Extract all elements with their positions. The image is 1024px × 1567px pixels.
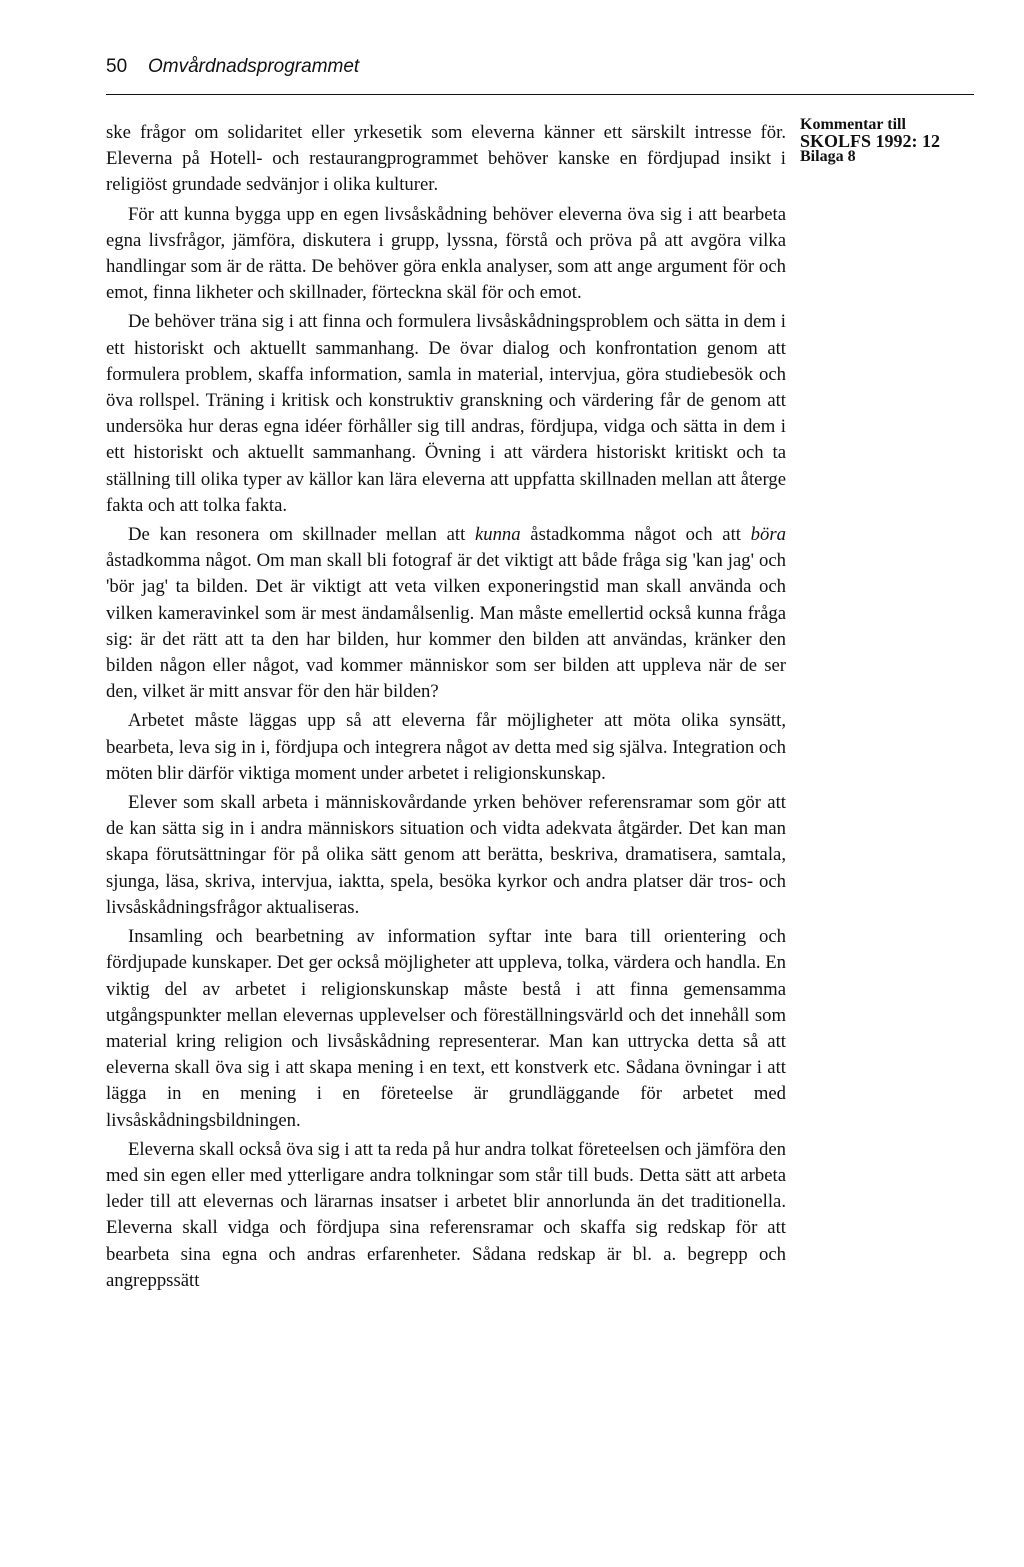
page-number: 50 bbox=[106, 56, 128, 77]
paragraph: Elever som skall arbeta i människovårdande yrken behöver referensramar som gör att de kan sätta sig in i andra människors situation och vidta adekvata åtgärder. Det kan man skapa förutsättningar för på olika sätt genom att berätta, beskriva, dramatisera, samtala, sjunga, läsa, skriva, intervjua, iaktta, spela, besöka kyrkor och andra platser där tros- och livsåskådningsfrågor aktualiseras. bbox=[106, 792, 786, 918]
paragraph: Arbetet måste läggas upp så att eleverna får möjligheter att möta olika synsätt, bearbeta, leva sig in i, fördjupa och integrera något av detta med sig själva. Integration och möten blir därför viktiga moment under arbetet i religionskunskap. bbox=[106, 710, 786, 784]
emphasis-kunna: kunna bbox=[474, 524, 521, 546]
paragraph: Eleverna skall också öva sig i att ta reda på hur andra tolkat företeelsen och jämföra den med sin egen eller med ytterligare andra tolkningar som står till buds. Detta sätt att arbeta leder till att elevernas och lärarnas insatser i arbetet blir annorlunda än det traditionella. Eleverna skall vidga och fördjupa sina referensramar och skaffa sig redskap för att bearbeta sina egna och andras erfarenheter. Sådana redskap är bl. a. begrepp och angreppssätt bbox=[106, 1138, 786, 1291]
paragraph bbox=[106, 522, 786, 705]
emphasis-bora: böra bbox=[750, 524, 786, 546]
margin-note-line: Kommentar till bbox=[800, 116, 906, 133]
margin-note bbox=[800, 117, 980, 165]
body-text bbox=[106, 120, 786, 1297]
paragraph: För att kunna bygga upp en egen livsåskådning behöver eleverna öva sig i att bearbeta egna livsfrågor, jämföra, diskutera i grupp, lyssna, förstå och pröva på att avgöra vilka handlingar som är de rätta. De behöver göra enkla analyser, som att ange argument för och emot, finna likheter och skillnader, förteckna skäl för och emot. bbox=[106, 203, 786, 304]
paragraph-text: åstadkomma något. Om man skall bli fotograf är det viktigt att både fråga sig 'kan jag' och 'bör jag' ta bilden. Det är viktigt att veta vilken exponeringstid man skall använda och vilken kameravinkel som är mest ändamålsenlig. Man måste emellertid också kunna fråga sig: är det rätt att ta den har bilden, hur kommer den bilden att användas, kränker den bilden någon eller något, vad kommer människor som ser bilden att uppleva när de ser den, vilket är mitt ansvar för den här bilden? bbox=[106, 550, 786, 703]
header-rule bbox=[106, 94, 974, 95]
page-header bbox=[106, 56, 974, 94]
paragraph-text: åstadkomma något och att bbox=[520, 524, 751, 546]
margin-note-line: SKOLFS 1992: 12 bbox=[800, 131, 941, 151]
paragraph-text: De kan resonera om skillnader mellan att bbox=[128, 524, 475, 546]
paragraph: De behöver träna sig i att finna och formulera livsåskådningsproblem och sätta in dem i ett historiskt och aktuellt sammanhang. De övar dialog och konfrontation genom att formulera problem, skaffa information, samla in material, intervjua, göra studiebesök och öva rollspel. Träning i kritisk och konstruktiv granskning och värdering får de genom att undersöka hur deras egna idéer förhåller sig till andras, fördjupa, vidga och sätta in dem i ett historiskt och aktuellt sammanhang. Övning i att värdera historiskt kritiskt och ta ställning till olika typer av källor kan lära eleverna att uppfatta skillnaden mellan att återge fakta och att tolka fakta. bbox=[106, 311, 786, 516]
margin-note-line: Bilaga 8 bbox=[800, 148, 856, 165]
paragraph: ske frågor om solidaritet eller yrkesetik som eleverna känner ett särskilt intresse för. Eleverna på Hotell- och restaurangprogrammet behöver kanske en fördjupad insikt i religiöst grundade sedvänjor i olika kulturer. bbox=[106, 122, 786, 196]
running-title: Omvårdnadsprogrammet bbox=[148, 56, 360, 77]
paragraph: Insamling och bearbetning av information syftar inte bara till orientering och fördjupade kunskaper. Det ger också möjligheter att uppleva, tolka, värdera och handla. En viktig del av arbetet i religionskunskap måste bestå i att finna gemensamma utgångspunkter mellan elevernas upplevelser och föreställningsvärld och det innehåll som material kring religion och livsåskådning representerar. Man kan uttrycka detta så att eleverna skall öva sig i att skapa mening i en text, ett konstverk etc. Sådana övningar i att lägga in en mening i en företeelse är grundläggande för arbetet med livsåskådningsbildningen. bbox=[106, 926, 786, 1131]
